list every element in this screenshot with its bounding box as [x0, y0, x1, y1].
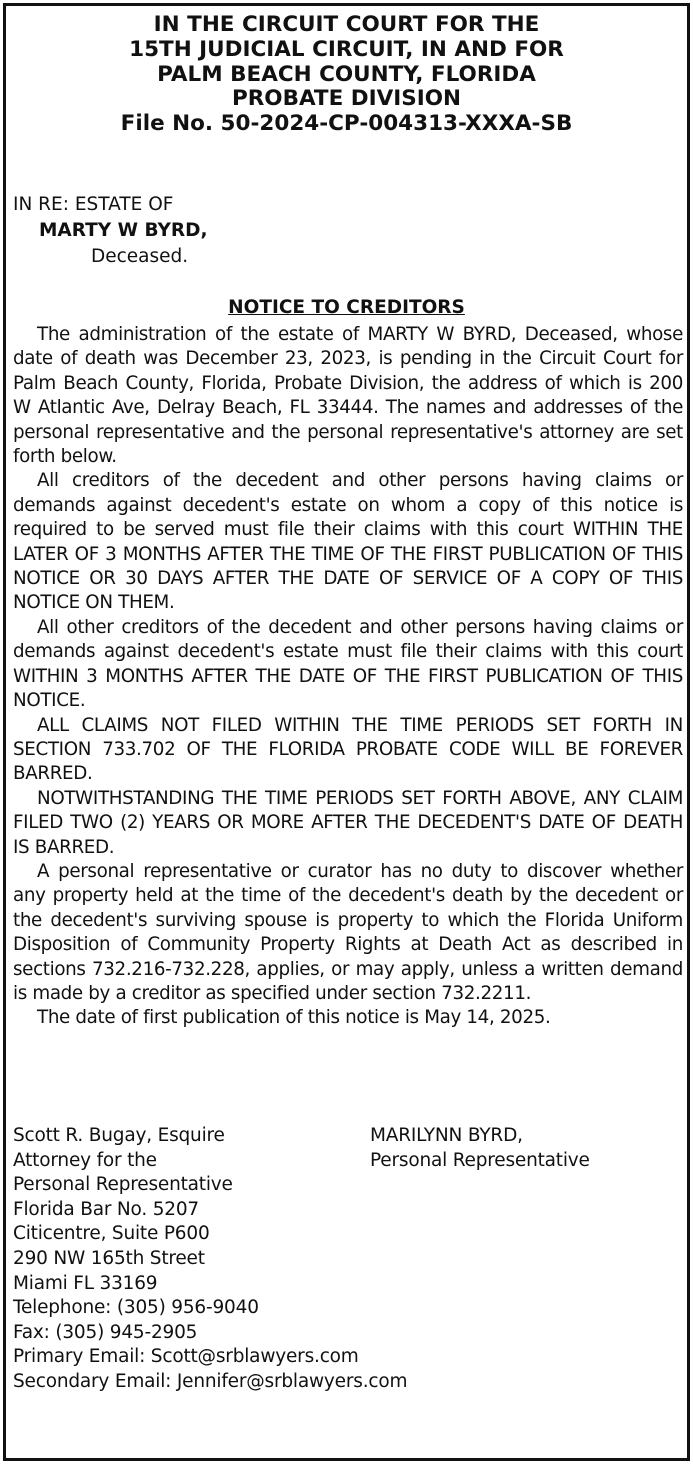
notice-paragraph: A personal representative or curator has no duty to discover whether any property held at the time of the decedent's death by the decedent or the decedent's surviving spouse is property to which the Florida Uniform Disposition of Community Property Rights at Death Act as described in sections 732.216-732.228, applies, or may apply, unless a written demand is made by a creditor as specified under section 732.2211.: [13, 860, 683, 1004]
in-re-line: IN RE: ESTATE OF: [13, 194, 174, 215]
representative-role: Personal Representative: [370, 1149, 590, 1171]
deceased-label: Deceased.: [91, 246, 189, 267]
attorney-role: Attorney for the: [13, 1149, 157, 1171]
notice-paragraph: All other creditors of the decedent and other persons having claims or demands against decedent's estate must file their claims with this court WITHIN 3 MONTHS AFTER THE DATE OF THE FIRST PUBLICATION OF THIS NOTICE.: [13, 616, 683, 712]
notice-paragraph: All creditors of the decedent and other persons having claims or demands against decedent's estate on whom a copy of this notice is required to be served must file their claims with this court WITHIN THE LATER OF 3 MONTHS AFTER THE TIME OF THE FIRST PUBLICATION OF THIS NOTICE OR 30 DAYS AFTER THE DATE OF SERVICE OF A COPY OF THIS NOTICE ON THEM.: [13, 470, 683, 614]
notice-paragraph: ALL CLAIMS NOT FILED WITHIN THE TIME PERIODS SET FORTH IN SECTION 733.702 OF THE FLORIDA PROBATE CODE WILL BE FOREVER BARRED.: [13, 714, 683, 785]
notice-body: [13, 323, 683, 1031]
representative-name: MARILYNN BYRD,: [370, 1125, 523, 1146]
attorney-telephone: Telephone: (305) 956-9040: [13, 1297, 259, 1319]
bar-number: Florida Bar No. 5207: [13, 1198, 199, 1220]
court-division: PROBATE DIVISION: [231, 86, 462, 112]
notice-title: NOTICE TO CREDITORS: [228, 297, 465, 318]
attorney-city: Miami FL 33169: [13, 1272, 158, 1294]
court-header: [6, 13, 687, 137]
notice-paragraph: The date of first publication of this notice is May 14, 2025.: [37, 1007, 551, 1029]
attorney-address-line-1: Citicentre, Suite P600: [13, 1223, 210, 1245]
attorney-block: [13, 1124, 407, 1395]
legal-notice-frame: [3, 3, 690, 1461]
decedent-name: MARTY W BYRD,: [39, 220, 208, 241]
attorney-address-line-2: 290 NW 165th Street: [13, 1247, 205, 1269]
representative-block: [370, 1124, 590, 1173]
court-header-line-2: 15TH JUDICIAL CIRCUIT, IN AND FOR: [129, 36, 564, 62]
secondary-email: Secondary Email: Jennifer@srblawyers.com: [13, 1370, 408, 1392]
case-caption: [13, 192, 208, 270]
court-header-line-3: PALM BEACH COUNTY, FLORIDA: [157, 61, 536, 87]
attorney-name: Scott R. Bugay, Esquire: [13, 1125, 225, 1146]
attorney-role-continued: Personal Representative: [13, 1174, 233, 1196]
notice-paragraph: NOTWITHSTANDING THE TIME PERIODS SET FORTH ABOVE, ANY CLAIM FILED TWO (2) YEARS OR MORE AFTER THE DECEDENT'S DATE OF DEATH IS BARRED.: [13, 787, 683, 858]
court-header-line-1: IN THE CIRCUIT COURT FOR THE: [153, 12, 540, 37]
primary-email: Primary Email: Scott@srblawyers.com: [13, 1346, 359, 1368]
attorney-fax: Fax: (305) 945-2905: [13, 1321, 198, 1343]
notice-paragraph: The administration of the estate of MARTY W BYRD, Deceased, whose date of death was December 23, 2023, is pending in the Circuit Court for Palm Beach County, Florida, Probate Division, the address of which is 200 W Atlantic Ave, Delray Beach, FL 33444. The names and addresses of the personal representative and the personal representative's attorney are set forth below.: [13, 324, 683, 468]
file-number: File No. 50-2024-CP-004313-XXXA-SB: [120, 111, 573, 137]
